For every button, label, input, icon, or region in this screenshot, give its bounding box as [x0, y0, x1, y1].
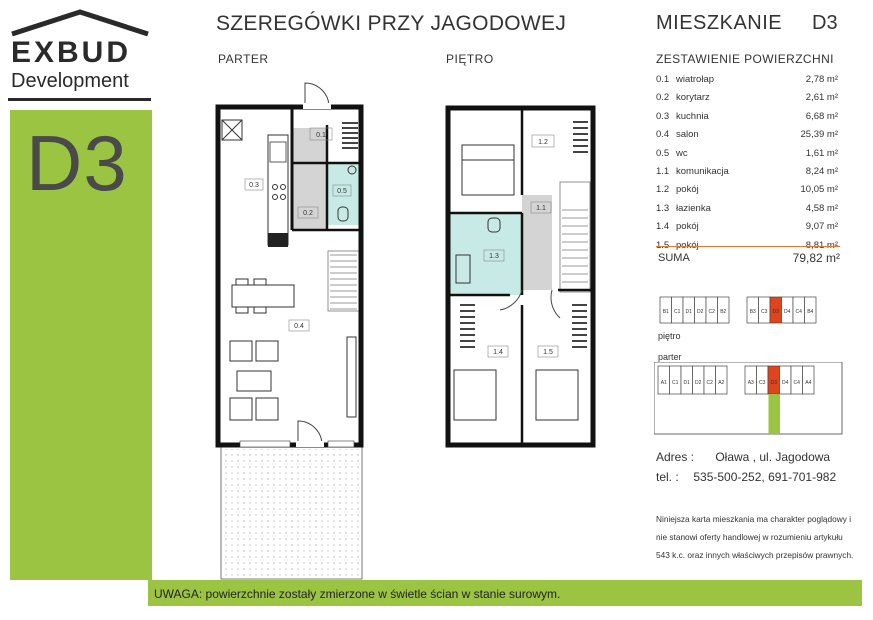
area-row [656, 107, 840, 125]
address-line [656, 450, 830, 464]
keyplan-unit-label: A1 [660, 380, 667, 386]
disclaimer-text: Niniejsza karta mieszkania ma charakter poglądowy i nie stanowi oferty handlowej w rozumieniu artykułu 543 k.c. oraz innych właściwych przepisów prawnych. [656, 514, 854, 560]
page-title: SZEREGÓWKI PRZY JAGODOWEJ [216, 12, 567, 35]
keyplan-unit-label: D1 [683, 380, 690, 386]
keyplan-unit-label: C4 [793, 380, 800, 386]
key-plan-upper [656, 295, 846, 327]
room-label-0.4: 0.4 [294, 323, 304, 330]
area-value: 1,61 m² [805, 147, 838, 159]
area-number: 1.3 [656, 202, 670, 214]
address-value: Oława , ul. Jagodowa [715, 450, 831, 464]
area-number: 0.3 [656, 110, 670, 122]
room-label-1.4: 1.4 [493, 349, 503, 356]
phone-value: 535-500-252, 691-701-982 [693, 470, 837, 484]
apartment-code-large: D3 [26, 119, 128, 207]
area-row [656, 217, 840, 235]
keyplan-unit-label: D3 [770, 380, 777, 386]
apartment-code: D3 [812, 12, 838, 34]
area-name: korytarz [676, 92, 710, 104]
room-label-1.5: 1.5 [543, 349, 553, 356]
area-name: wiatrołap [676, 74, 715, 85]
keyplan-unit-label: C2 [708, 309, 715, 315]
keyplan-unit-label: B3 [749, 309, 756, 315]
upper-floor-plan [440, 100, 610, 450]
address-label: Adres : [656, 450, 695, 464]
keyplan-unit-label: A2 [718, 380, 725, 386]
warning-text: UWAGA: powierzchnie zostały zmierzone w świetle ścian w stanie surowym. [154, 587, 561, 601]
keyplan-garden [769, 394, 781, 434]
area-number: 1.2 [656, 184, 670, 196]
keyplan-unit-label: D4 [782, 380, 789, 386]
sum-divider [656, 246, 840, 247]
keyplan-unit-label: B1 [662, 309, 669, 315]
area-name: pokój [676, 184, 699, 196]
room-label-1.1: 1.1 [536, 205, 546, 212]
keyplan-ground-label: parter [658, 352, 682, 362]
area-number: 0.4 [656, 129, 670, 141]
sum-label: SUMA [658, 252, 690, 264]
phone-label: tel. : [656, 470, 679, 484]
area-value: 9,07 m² [805, 221, 838, 233]
area-summary-heading: ZESTAWIENIE POWIERZCHNI [656, 52, 834, 66]
keyplan-unit-label: C2 [706, 380, 713, 386]
area-row [656, 88, 840, 106]
keyplan-unit-label: C1 [674, 309, 681, 315]
area-value: 4,58 m² [805, 202, 838, 214]
area-name: komunikacja [676, 165, 729, 177]
room-label-0.1: 0.1 [316, 132, 326, 139]
sum-value: 79,82 m² [792, 251, 840, 265]
ground-floor-plan [200, 75, 375, 585]
keyplan-unit-label: D2 [697, 309, 704, 315]
upper-floor-label: PIĘTRO [446, 52, 494, 66]
area-table [656, 70, 840, 254]
area-row [656, 180, 840, 198]
phone-line [656, 470, 836, 484]
area-number: 0.5 [656, 147, 670, 159]
area-row [656, 70, 840, 88]
keyplan-unit-label: A3 [747, 380, 754, 386]
keyplan-unit-label: D4 [784, 309, 791, 315]
keyplan-upper-label: piętro [658, 331, 681, 341]
room-label-0.5: 0.5 [337, 188, 347, 195]
area-name: salon [676, 129, 699, 141]
key-plan-ground [654, 362, 849, 437]
room-label-1.3: 1.3 [489, 253, 499, 260]
area-row [656, 144, 840, 162]
keyplan-unit-label: B2 [720, 309, 727, 315]
area-value: 25,39 m² [800, 129, 838, 141]
area-value: 6,68 m² [805, 110, 838, 122]
area-value: 2,61 m² [805, 92, 838, 104]
area-value: 10,05 m² [800, 184, 838, 196]
keyplan-unit-label: C3 [759, 380, 766, 386]
room-label-0.3: 0.3 [249, 182, 259, 189]
company-logo [8, 8, 153, 104]
area-name: kuchnia [676, 110, 709, 122]
keyplan-unit-label: D2 [695, 380, 702, 386]
area-row [656, 125, 840, 143]
area-name: łazienka [676, 202, 711, 214]
area-name: wc [676, 147, 688, 159]
keyplan-unit-label: B4 [807, 309, 814, 315]
keyplan-unit-label: A4 [805, 380, 812, 386]
area-name: pokój [676, 221, 699, 233]
area-number: 1.1 [656, 165, 670, 177]
logo-name: EXBUD [11, 36, 132, 69]
logo-subtitle: Development [11, 70, 129, 92]
keyplan-unit-label: D1 [685, 309, 692, 315]
area-value: 8,24 m² [805, 165, 838, 177]
keyplan-unit-label: C1 [672, 380, 679, 386]
room-label-0.2: 0.2 [303, 210, 313, 217]
area-number: 1.4 [656, 221, 670, 233]
keyplan-unit-label: D3 [772, 309, 779, 315]
roof-logo-icon [8, 8, 153, 38]
area-number: 0.2 [656, 92, 670, 104]
warning-bar [148, 580, 862, 606]
room-label-1.2: 1.2 [538, 139, 548, 146]
ground-floor-label: PARTER [218, 52, 269, 66]
apartment-label: MIESZKANIE [656, 12, 783, 34]
area-value: 2,78 m² [805, 74, 838, 85]
keyplan-unit-label: C3 [761, 309, 768, 315]
area-row [656, 199, 840, 217]
logo-underline [8, 98, 151, 101]
area-number: 0.1 [656, 74, 670, 85]
keyplan-unit-label: C4 [795, 309, 802, 315]
area-row [656, 162, 840, 180]
